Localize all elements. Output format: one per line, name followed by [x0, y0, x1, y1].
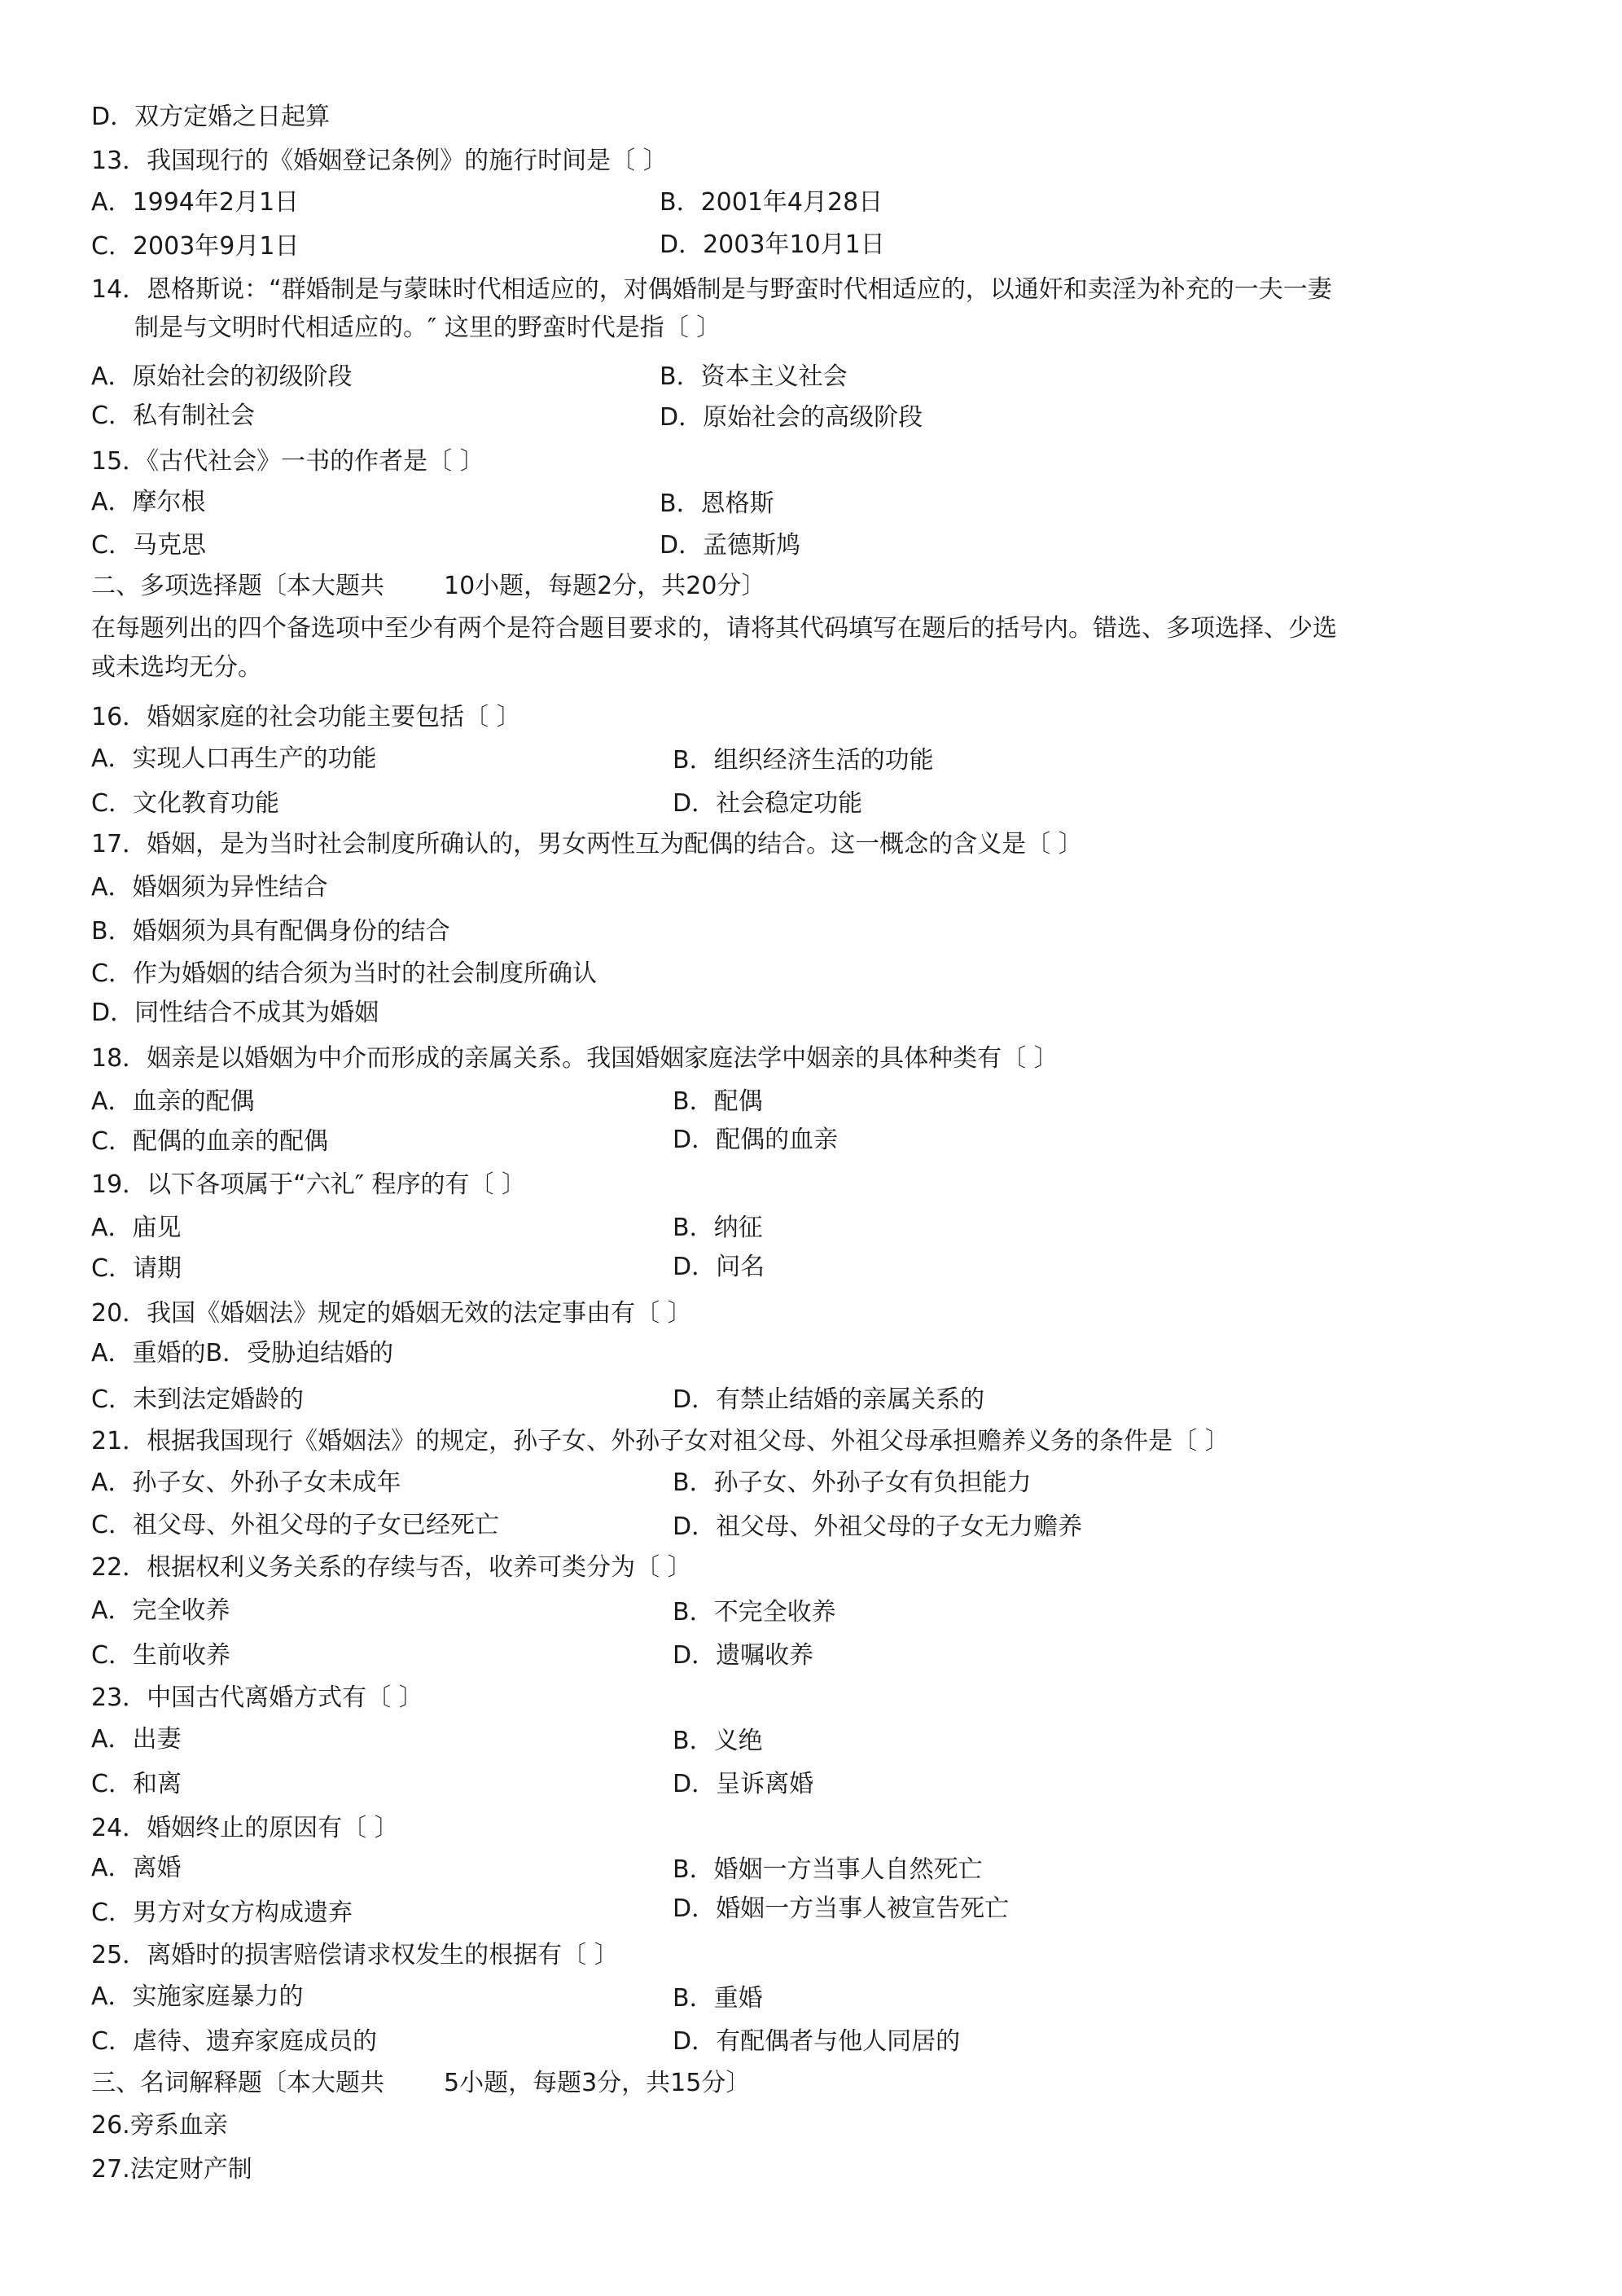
q24-option-d: D．婚姻一方当事人被宣告死亡	[673, 1894, 1010, 1923]
section3-header-part2: 5小题，每题3分，共15分〕	[444, 2069, 751, 2097]
q16-option-d: D．社会稳定功能	[673, 789, 863, 818]
q16-option-a: A．实现人口再生产的功能	[91, 744, 377, 773]
q14-option-d: D．原始社会的高级阶段	[660, 403, 923, 432]
q16-option-b: B．组织经济生活的功能	[673, 746, 934, 775]
q15-option-b: B．恩格斯	[660, 489, 774, 518]
q13-option-d: D．2003年10月1日	[660, 230, 885, 259]
q21-option-c: C．祖父母、外祖父母的子女已经死亡	[91, 1511, 499, 1539]
q23-option-c: C．和离	[91, 1770, 182, 1798]
q19-option-a: A．庙见	[91, 1214, 182, 1242]
q15-option-d: D．孟德斯鸠	[660, 531, 801, 560]
q21-option-b: B．孙子女、外孙子女有负担能力	[673, 1468, 1032, 1497]
q22-option-c: C．生前收养	[91, 1641, 230, 1670]
q23-option-b: B．义绝	[673, 1727, 763, 1755]
q22-option-d: D．遗嘱收养	[673, 1641, 814, 1670]
q13-option-c: C．2003年9月1日	[91, 232, 300, 261]
q19-option-b: B．纳征	[673, 1214, 763, 1242]
q18-option-c: C．配偶的血亲的配偶	[91, 1127, 328, 1156]
q16-option-c: C．文化教育功能	[91, 789, 279, 818]
q20-option-ab: A．重婚的B．受胁迫结婚的	[91, 1339, 394, 1368]
q13-option-b: B．2001年4月28日	[660, 188, 883, 217]
q23-stem: 23．中国古代离婚方式有〔 〕	[91, 1684, 423, 1712]
q25-option-d: D．有配偶者与他人同居的	[673, 2027, 961, 2056]
q14-stem-line1: 14．恩格斯说：“群婚制是与蒙昧时代相适应的，对偶婚制是与野蛮时代相适应的，以通奸和卖淫为补充的一夫一妻	[91, 275, 1332, 304]
q15-option-c: C．马克思	[91, 531, 206, 560]
q18-stem: 18．姻亲是以婚姻为中介而形成的亲属关系。我国婚姻家庭法学中姻亲的具体种类有〔 〕	[91, 1044, 1059, 1073]
q18-option-b: B．配偶	[673, 1087, 763, 1116]
q13-option-a: A．1994年2月1日	[91, 188, 300, 217]
q20-option-d: D．有禁止结婚的亲属关系的	[673, 1385, 985, 1414]
q23-option-d: D．呈诉离婚	[673, 1770, 814, 1798]
q27-term: 27.法定财产制	[91, 2155, 252, 2184]
q15-option-a: A．摩尔根	[91, 488, 206, 516]
q19-option-d: D．问名	[673, 1253, 765, 1281]
q18-option-a: A．血亲的配偶	[91, 1087, 255, 1116]
section3-header-part1: 三、名词解释题〔本大题共	[91, 2069, 384, 2097]
q21-stem: 21．根据我国现行《婚姻法》的规定，孙子女、外孙子女对祖父母、外祖父母承担赡养义务的条件是〔 〕	[91, 1427, 1230, 1455]
q20-stem: 20．我国《婚姻法》规定的婚姻无效的法定事由有〔 〕	[91, 1299, 692, 1328]
section2-instructions-line2: 或未选均无分。	[91, 653, 262, 682]
q13-stem: 13．我国现行的《婚姻登记条例》的施行时间是〔 〕	[91, 147, 668, 175]
q22-stem: 22．根据权利义务关系的存续与否，收养可类分为〔 〕	[91, 1553, 692, 1582]
q25-option-a: A．实施家庭暴力的	[91, 1982, 304, 2011]
q14-option-b: B．资本主义社会	[660, 362, 848, 391]
q22-option-b: B．不完全收养	[673, 1598, 836, 1627]
q26-term: 26.旁系血亲	[91, 2111, 228, 2140]
q14-option-c: C．私有制社会	[91, 402, 255, 430]
q21-option-d: D．祖父母、外祖父母的子女无力赡养	[673, 1512, 1083, 1541]
q25-stem: 25．离婚时的损害赔偿请求权发生的根据有〔 〕	[91, 1941, 619, 1969]
section2-header-part1: 二、多项选择题〔本大题共	[91, 572, 384, 600]
q21-option-a: A．孙子女、外孙子女未成年	[91, 1468, 401, 1497]
q25-option-b: B．重婚	[673, 1984, 763, 2013]
q12-option-d: D．双方定婚之日起算	[91, 103, 331, 131]
q24-stem: 24．婚姻终止的原因有〔 〕	[91, 1814, 399, 1842]
q24-option-a: A．离婚	[91, 1854, 182, 1882]
q20-option-c: C．未到法定婚龄的	[91, 1385, 304, 1414]
q23-option-a: A．出妻	[91, 1725, 182, 1754]
q24-option-b: B．婚姻一方当事人自然死亡	[673, 1855, 983, 1884]
q17-option-d: D．同性结合不成其为婚姻	[91, 999, 379, 1027]
q24-option-c: C．男方对女方构成遗弃	[91, 1899, 353, 1927]
q14-option-a: A．原始社会的初级阶段	[91, 362, 353, 391]
q22-option-a: A．完全收养	[91, 1596, 230, 1625]
q19-stem: 19．以下各项属于“六礼″ 程序的有〔 〕	[91, 1170, 526, 1199]
q18-option-d: D．配偶的血亲	[673, 1126, 839, 1154]
q17-option-a: A．婚姻须为异性结合	[91, 873, 328, 902]
q17-stem: 17．婚姻，是为当时社会制度所确认的，男女两性互为配偶的结合。这一概念的含义是〔 〕	[91, 830, 1083, 858]
q14-stem-line2: 制是与文明时代相适应的。″ 这里的野蛮时代是指〔 〕	[134, 314, 721, 342]
q16-stem: 16．婚姻家庭的社会功能主要包括〔 〕	[91, 703, 521, 731]
q15-stem: 15．《古代社会》一书的作者是〔 〕	[91, 447, 484, 476]
q17-option-c: C．作为婚姻的结合须为当时的社会制度所确认	[91, 959, 597, 988]
section2-instructions-line1: 在每题列出的四个备选项中至少有两个是符合题目要求的，请将其代码填写在题后的括号内。错选、多项选择、少选	[91, 614, 1337, 643]
q19-option-c: C．请期	[91, 1254, 182, 1283]
q17-option-b: B．婚姻须为具有配偶身份的结合	[91, 917, 450, 946]
section2-header-part2: 10小题，每题2分，共20分〕	[444, 572, 766, 600]
q25-option-c: C．虐待、遗弃家庭成员的	[91, 2027, 377, 2056]
